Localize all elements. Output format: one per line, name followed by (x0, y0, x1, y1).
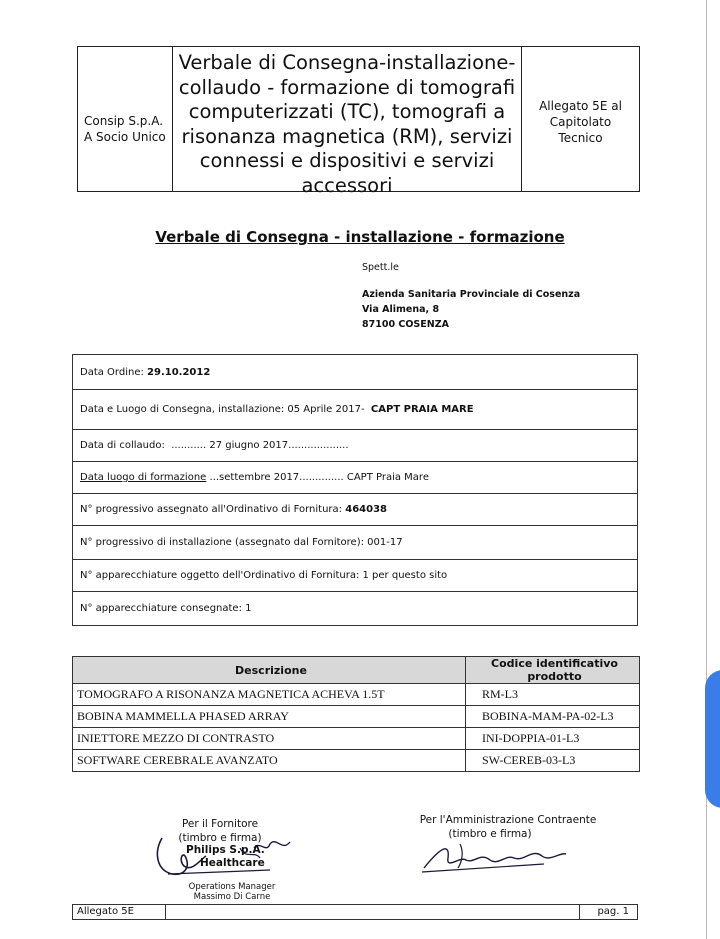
progressive-order-label: N° progressivo assegnato all'Ordinativo di Fornitura: (80, 504, 343, 515)
test-date-row (73, 429, 637, 461)
product-code: SW-CEREB-03-L3 (466, 750, 640, 772)
admin-label: Per l'Amministrazione Contraente (419, 814, 597, 826)
product-description: SOFTWARE CEREBRALE AVANZATO (73, 750, 466, 772)
header-code: Codice identificativo prodotto (466, 657, 640, 684)
equipment-delivered-row (73, 591, 637, 625)
product-description: TOMOGRAFO A RISONANZA MAGNETICA ACHEVA 1.5T (73, 684, 466, 706)
document-header-table (77, 46, 640, 197)
product-description: INIETTORE MEZZO DI CONTRASTO (73, 728, 466, 750)
order-date-row (73, 355, 637, 389)
progressive-install-text: N° progressivo di installazione (assegnato dal Fornitore): 001-17 (80, 537, 403, 548)
product-description: BOBINA MAMMELLA PHASED ARRAY (73, 706, 466, 728)
company-cell (78, 47, 173, 191)
signer-name: Massimo Di Carne (193, 892, 271, 902)
supplier-sub: (timbro e firma) (178, 832, 262, 844)
side-tab-marker (705, 670, 720, 808)
doc-title-line: collaudo - formazione di tomografi (178, 75, 516, 99)
doc-title-line: Verbale di Consegna-installazione- (178, 51, 516, 74)
training-row (73, 461, 637, 493)
training-value: ...settembre 2017.............. (209, 472, 344, 483)
header-description: Descrizione (73, 657, 466, 684)
recipient-salutation: Spett.le (362, 262, 399, 273)
delivery-label: Data e Luogo di Consegna, installazione: 05 Aprile 2017- (80, 404, 365, 415)
recipient-city: 87100 COSENZA (362, 319, 449, 330)
order-date-label: Data Ordine: (80, 366, 144, 378)
equipment-delivered-text: N° apparecchiature consegnate: 1 (80, 603, 252, 614)
footer-separator (579, 905, 580, 919)
footer-page-number: pag. 1 (597, 906, 629, 917)
section-title: Verbale di Consegna - installazione - formazione (155, 228, 565, 246)
footer-annex: Allegato 5E (77, 906, 134, 917)
product-code: RM-L3 (466, 684, 640, 706)
test-date-value: ........... 27 giugno 2017................... (171, 440, 349, 451)
table-row (73, 750, 640, 772)
equipment-order-row (73, 559, 637, 591)
annex-line: Tecnico (558, 131, 603, 145)
admin-sub: (timbro e firma) (448, 828, 532, 840)
product-code: INI-DOPPIA-01-L3 (466, 728, 640, 750)
table-row (73, 728, 640, 750)
document-title-cell (173, 47, 522, 197)
order-info-box (72, 354, 638, 626)
recipient-name: Azienda Sanitaria Provinciale di Cosenza (362, 289, 581, 300)
company-name: Consip S.p.A. (84, 114, 164, 128)
page-footer (72, 904, 638, 920)
products-table (72, 656, 640, 772)
test-date-label: Data di collaudo: (80, 440, 165, 451)
progressive-install-row (73, 525, 637, 559)
table-row (73, 706, 640, 728)
progressive-order-row (73, 493, 637, 525)
footer-separator (165, 905, 166, 919)
equipment-order-text: N° apparecchiature oggetto dell'Ordinativo di Fornitura: 1 per questo sito (80, 570, 448, 581)
doc-title-line: connessi e dispositivi e servizi (199, 149, 495, 172)
annex-cell (522, 47, 639, 191)
signer-role: Operations Manager (188, 882, 276, 892)
stamp-line2: Healthcare (200, 857, 265, 869)
delivery-place: CAPT PRAIA MARE (370, 404, 474, 415)
annex-line: Allegato 5E al (539, 99, 622, 113)
table-row (73, 684, 640, 706)
supplier-label: Per il Fornitore (181, 818, 259, 830)
training-label: Data luogo di formazione (80, 472, 207, 483)
product-code: BOBINA-MAM-PA-02-L3 (466, 706, 640, 728)
progressive-order-value: 464038 (345, 504, 387, 515)
doc-title-line: computerizzati (TC), tomografi a (188, 100, 506, 123)
delivery-row (73, 389, 637, 429)
recipient-street: Via Alimena, 8 (362, 304, 440, 315)
order-date-value: 29.10.2012 (147, 366, 211, 378)
annex-line: Capitolato (549, 115, 612, 129)
doc-title-line: accessori (301, 173, 393, 197)
company-subtitle: A Socio Unico (84, 130, 166, 144)
stamp-line1: Philips S.p.A. (186, 844, 265, 856)
admin-signature (420, 838, 570, 878)
training-place: CAPT Praia Mare (346, 472, 429, 483)
doc-title-line: risonanza magnetica (RM), servizi (181, 124, 513, 148)
products-header-row (73, 657, 640, 684)
